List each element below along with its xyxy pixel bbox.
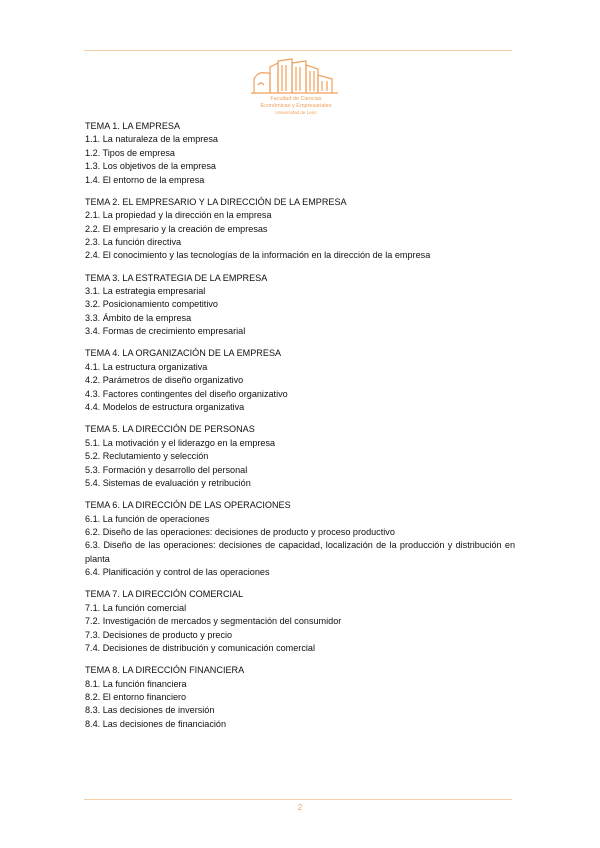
faculty-logo [248,57,344,119]
syllabus-list [85,120,515,740]
list-item: 6.3. Diseño de las operaciones: decisiones de capacidad, localización de la producción y distribución en planta [85,540,515,564]
list-item: 3.1. La estrategia empresarial [85,286,206,297]
list-item: 3.3. Ámbito de la empresa [85,312,192,323]
section-tema-4 [85,347,515,414]
list-item: 2.2. El empresario y la creación de empresas [85,223,268,234]
list-item: 8.3. Las decisiones de inversión [85,705,215,716]
section-title: TEMA 3. LA ESTRATEGIA DE LA EMPRESA [85,272,268,283]
logo-text-line-2: Económicas y Empresariales [260,103,332,109]
list-item: 1.2. Tipos de empresa [85,147,175,158]
list-item: 1.1. La naturaleza de la empresa [85,134,218,145]
logo-text-line-1: Facultad de Ciencias [270,96,322,102]
list-item: 6.4. Planificación y control de las operaciones [85,567,270,578]
section-title: TEMA 4. LA ORGANIZACIÓN DE LA EMPRESA [85,348,282,359]
list-item: 4.2. Parámetros de diseño organizativo [85,375,244,386]
section-tema-6 [85,499,515,579]
list-item: 8.4. Las decisiones de financiación [85,718,227,729]
section-tema-3 [85,272,515,339]
list-item: 2.4. El conocimiento y las tecnologías de la información en la dirección de la empresa [85,250,431,261]
list-item: 8.2. El entorno financiero [85,692,187,703]
list-item: 8.1. La función financiera [85,678,187,689]
list-item: 5.4. Sistemas de evaluación y retribución [85,477,251,488]
header-rule [84,50,512,51]
list-item: 5.2. Reclutamiento y selección [85,451,209,462]
list-item: 2.3. La función directiva [85,237,182,248]
section-title: TEMA 7. LA DIRECCIÓN COMERCIAL [85,589,244,600]
list-item: 7.3. Decisiones de producto y precio [85,629,233,640]
list-item: 1.3. Los objetivos de la empresa [85,161,216,172]
section-title: TEMA 6. LA DIRECCIÓN DE LAS OPERACIONES [85,500,291,511]
list-item: 5.3. Formación y desarrollo del personal [85,464,248,475]
section-title: TEMA 2. EL EMPRESARIO Y LA DIRECCIÓN DE LA EMPRESA [85,196,347,207]
footer-rule [84,799,512,800]
list-item: 7.2. Investigación de mercados y segmentación del consumidor [85,616,342,627]
section-tema-2 [85,196,515,263]
page-number: 2 [297,803,303,812]
list-item: 5.1. La motivación y el liderazgo en la empresa [85,437,276,448]
list-item: 4.4. Modelos de estructura organizativa [85,402,245,413]
section-tema-7 [85,588,515,655]
section-tema-1 [85,120,515,187]
list-item: 1.4. El entorno de la empresa [85,174,205,185]
list-item: 2.1. La propiedad y la dirección en la empresa [85,210,272,221]
section-title: TEMA 1. LA EMPRESA [85,121,181,131]
list-item: 3.2. Posicionamiento competitivo [85,299,218,310]
list-item: 3.4. Formas de crecimiento empresarial [85,326,246,337]
list-item: 7.1. La función comercial [85,602,187,613]
list-item: 7.4. Decisiones de distribución y comunicación comercial [85,643,315,653]
building-icon [248,57,344,95]
section-title: TEMA 5. LA DIRECCIÓN DE PERSONAS [85,424,255,435]
section-title: TEMA 8. LA DIRECCIÓN FINANCIERA [85,665,245,676]
logo-text-line-3: Universidad de León [275,110,317,115]
list-item: 6.2. Diseño de las operaciones: decisiones de producto y proceso productivo [85,526,395,537]
list-item: 6.1. La función de operaciones [85,513,210,524]
section-tema-5 [85,423,515,490]
section-tema-8 [85,664,515,731]
list-item: 4.3. Factores contingentes del diseño organizativo [85,388,288,399]
list-item: 4.1. La estructura organizativa [85,361,208,372]
